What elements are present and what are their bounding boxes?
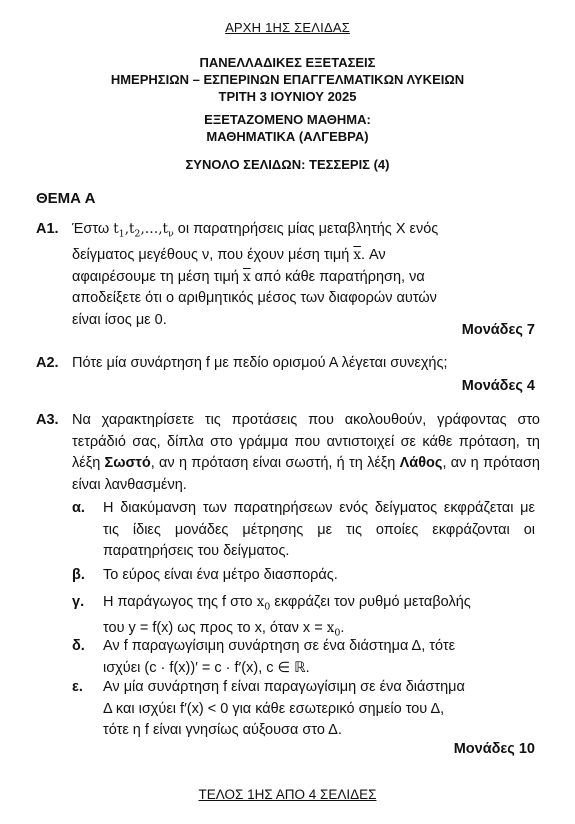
exam-date: ΤΡΙΤΗ 3 ΙΟΥΝΙΟΥ 2025 — [218, 89, 357, 104]
question-a3-points: Μονάδες 10 — [453, 741, 535, 757]
question-a3-label: Α3. — [36, 412, 59, 428]
item-beta-label: β. — [72, 567, 85, 583]
subject-name: ΜΑΘΗΜΑΤΙΚΑ (ΑΛΓΕΒΡΑ) — [206, 129, 369, 144]
page-end-marker: ΤΕΛΟΣ 1ΗΣ ΑΠΟ 4 ΣΕΛΙΔΕΣ — [198, 787, 377, 802]
item-alpha-text: Η διακύμανση των παρατηρήσεων ενός δείγματος εκφράζεται με τις ίδιες μονάδες μέτρησης με τις οποίες εκφράζονται οι παρατηρήσεις του δείγματος. — [103, 500, 535, 559]
question-a3-intro: Να χαρακτηρίσετε τις προτάσεις που ακολουθούν, γράφοντας στο τετράδιό σας, δίπλα στο γράμμα που αντιστοιχεί σε κάθε πρόταση, τη λέξη Σωστό, αν η πρόταση είναι σωστή, ή τη λέξη Λάθος, αν η πρόταση είναι λανθασμένη. — [72, 412, 540, 493]
item-beta-text: Το εύρος είναι ένα μέτρο διασποράς. — [103, 567, 338, 583]
question-a2-text: Πότε μία συνάρτηση f με πεδίο ορισμού Α λέγεται συνεχής; — [72, 355, 448, 371]
page-count: ΣΥΝΟΛΟ ΣΕΛΙΔΩΝ: ΤΕΣΣΕΡΙΣ (4) — [185, 157, 390, 172]
question-a1-text: Έστω $t_1,t_2,\dots,t_\nu$ οι παρατηρήσεις μίας μεταβλητής Χ ενός δείγματος μεγέθους ν, που έχουν μέση τιμή $\overline{x}$. Αν αφαιρέσουμε τη μέση τιμή $\overline{x}$ από κάθε παρατήρηση, να αποδείξετε ότι ο αριθμητικός μέσος των διαφορών αυτών είναι ίσος με 0. — [72, 221, 439, 328]
item-gamma-text: Η παράγωγος της f στο $x_0$ εκφράζει τον ρυθμό μεταβολής του y = f(x) ως προς το x, όταν $x = x_0$. — [103, 594, 471, 639]
question-a2-label: Α2. — [36, 355, 59, 371]
school-type: ΗΜΕΡΗΣΙΩΝ – ΕΣΠΕΡΙΝΩΝ ΕΠΑΓΓΕΛΜΑΤΙΚΩΝ ΛΥΚΕΙΩΝ — [110, 72, 465, 87]
page-start-marker: ΑΡΧΗ 1ΗΣ ΣΕΛΙΔΑΣ — [225, 20, 350, 35]
item-delta-label: δ. — [72, 638, 85, 654]
section-title: ΘΕΜΑ Α — [36, 190, 96, 207]
question-a2-points: Μονάδες 4 — [461, 378, 535, 394]
item-delta-text: Αν f παραγωγίσιμη συνάρτηση σε ένα διάστημα Δ, τότε ισχύει (c · f(x))′ = c · f′(x), c ∈ ℝ. — [103, 638, 456, 676]
item-gamma-label: γ. — [72, 594, 85, 610]
item-epsilon-label: ε. — [72, 679, 83, 695]
subject-label: ΕΞΕΤΑΖΟΜΕΝΟ ΜΑΘΗΜΑ: — [204, 112, 371, 127]
item-alpha-label: α. — [72, 500, 85, 516]
exam-title: ΠΑΝΕΛΛΑΔΙΚΕΣ ΕΞΕΤΑΣΕΙΣ — [199, 55, 376, 70]
question-a1-points: Μονάδες 7 — [461, 322, 535, 338]
item-epsilon-text: Αν μία συνάρτηση f είναι παραγωγίσιμη σε ένα διάστημα Δ και ισχύει f′(x) < 0 για κάθε εσωτερικό σημείο του Δ, τότε η f είναι γνησίως αύξουσα στο Δ. — [103, 679, 465, 738]
question-a1-label: Α1. — [36, 221, 59, 237]
